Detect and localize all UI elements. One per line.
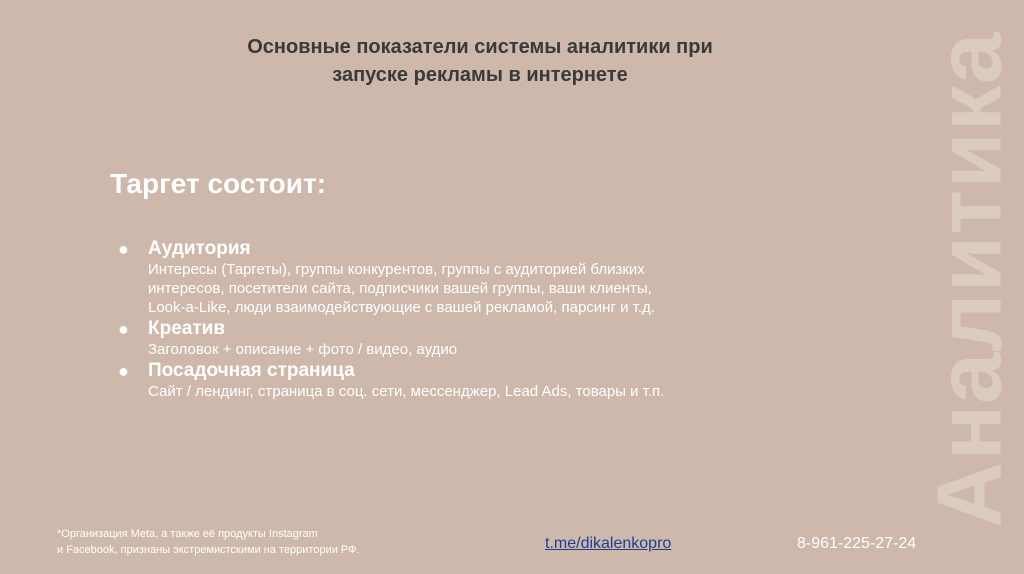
slide-title-line-2: запуске рекламы в интернете xyxy=(332,64,628,86)
description-line: Сайт / лендинг, страница в соц. сети, мессенджер, Lead Ads, товары и т.п. xyxy=(148,383,665,400)
bullet-icon: ● xyxy=(118,361,129,381)
item-title-creative: Креатив xyxy=(148,318,226,339)
bullet-icon: ● xyxy=(118,239,129,259)
description-line: Look-a-Like, люди взаимодействующие с вашей рекламой, парсинг и т.д. xyxy=(148,299,655,316)
item-description-audience xyxy=(148,260,798,317)
telegram-link[interactable]: t.me/dikalenkopro xyxy=(545,535,672,552)
item-title-landing-page: Посадочная страница xyxy=(148,360,355,381)
item-description-creative xyxy=(148,340,798,359)
description-line: интересов, посетители сайта, подписчики вашей группы, ваши клиенты, xyxy=(148,280,652,297)
item-title-audience: Аудитория xyxy=(148,238,251,259)
slide-title-line-1: Основные показатели системы аналитики при xyxy=(247,36,713,58)
description-line: Заголовок + описание + фото / видео, аудио xyxy=(148,341,458,358)
vertical-watermark: Аналитика xyxy=(918,32,1021,528)
phone-number: 8-961-225-27-24 xyxy=(797,535,917,552)
target-components-list xyxy=(118,238,798,402)
footnote-line-2: и Facebook, признаны экстремистскими на территории РФ. xyxy=(57,544,360,556)
list-item-creative xyxy=(118,318,798,359)
section-heading: Таргет состоит: xyxy=(110,168,327,199)
slide-title xyxy=(0,33,960,89)
item-description-landing-page xyxy=(148,382,798,401)
description-line: Интересы (Таргеты), группы конкурентов, группы с аудиторией близких xyxy=(148,261,645,278)
footnote-line-1: *Организация Meta, а также её продукты Instagram xyxy=(57,528,318,540)
list-item-audience xyxy=(118,238,798,317)
bullet-icon: ● xyxy=(118,319,129,339)
list-item-landing-page xyxy=(118,360,798,401)
footnote xyxy=(57,526,360,558)
